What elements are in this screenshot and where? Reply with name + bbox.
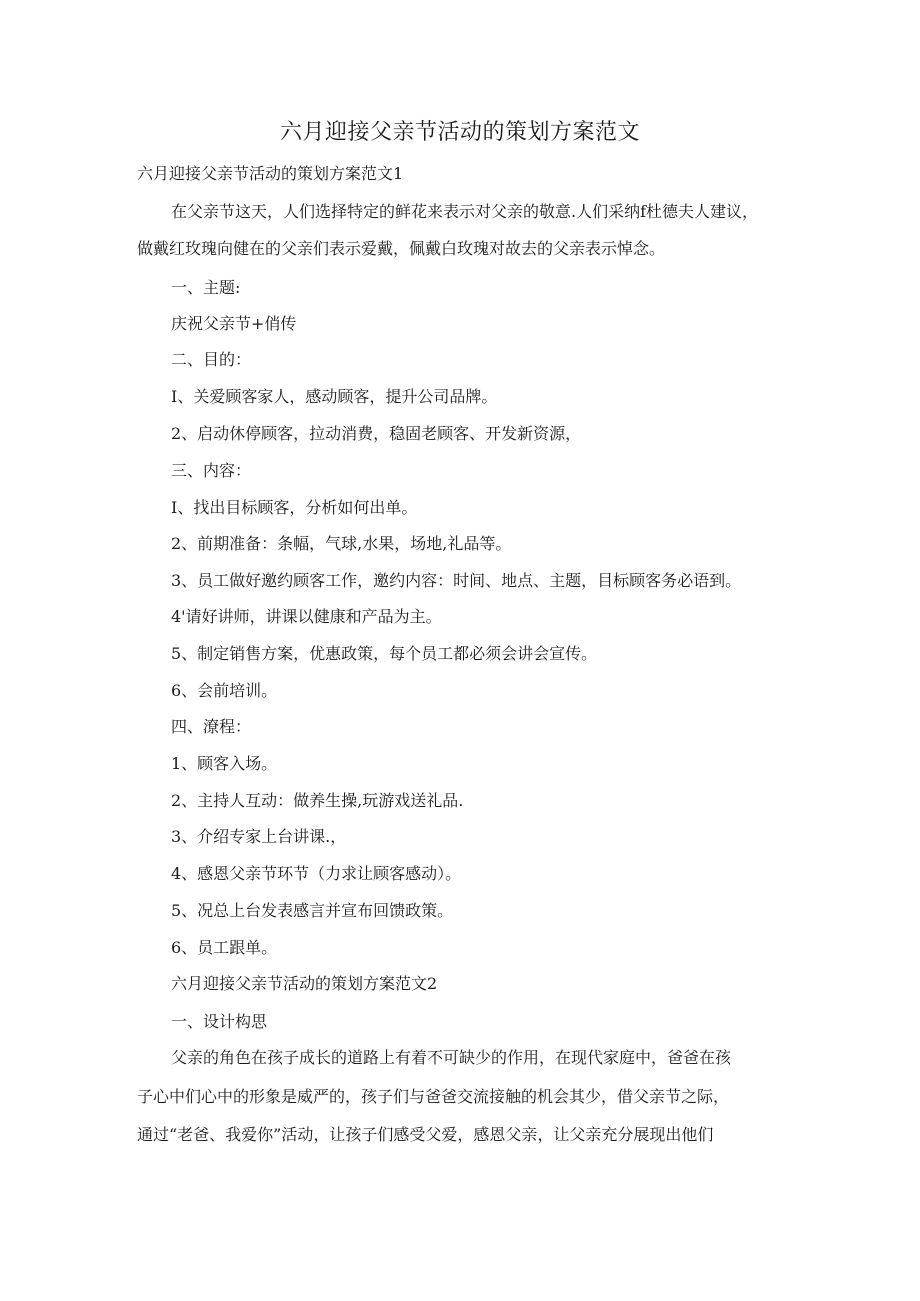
section1-heading: 六月迎接父亲节活动的策划方案范文1: [137, 164, 404, 183]
process-item-2: 2、主持人互动：做养生操,玩游戏送礼品.: [171, 791, 464, 810]
design-line-1: 父亲的角色在孩子成长的道路上有着不可缺少的作用，在现代家庭中，爸爸在孩: [171, 1048, 732, 1067]
content-heading: 三、内容：: [171, 461, 252, 480]
content-item-5: 5、制定销售方案，优惠政策，每个员工都必须会讲会宣传。: [171, 644, 598, 663]
process-item-1: 1、顾客入场。: [171, 754, 278, 773]
process-item-6: 6、员工跟单。: [171, 938, 278, 957]
process-item-4: 4、感恩父亲节环节（力求让顾客感动）。: [171, 864, 462, 883]
document-title: 六月迎接父亲节活动的策划方案范文: [279, 120, 640, 145]
design-line-2: 子心中们心中的形象是威严的，孩子们与爸爸交流接触的机会其少，借父亲节之际，: [137, 1087, 730, 1106]
content-item-1: I、找出目标顾客，分析如何出单。: [171, 498, 418, 517]
process-heading: 四、潦程：: [171, 717, 252, 736]
purpose-item-2: 2、启动休停顾客，拉动消费，稳固老顾客、开发新资源，: [171, 424, 582, 443]
theme-heading: 一、主题:: [171, 278, 241, 297]
process-item-5: 5、况总上台发表感言并宣布回馈政策。: [171, 901, 454, 920]
purpose-heading: 二、目的：: [171, 350, 252, 369]
design-heading: 一、设计构思: [171, 1012, 268, 1031]
process-item-3: 3、介绍专家上台讲课.，: [171, 827, 347, 846]
design-line-3: 通过“老爸、我爱你”活动，让孩子们感受父爱，感恩父亲，让父亲充分展现出他们: [137, 1125, 714, 1144]
purpose-item-1: I、关爱顾客家人，感动顾客，提升公司品牌。: [171, 387, 498, 406]
content-item-6: 6、会前培训。: [171, 681, 278, 700]
content-item-4: 4'请好讲师，讲课以健康和产品为主。: [171, 607, 442, 626]
content-item-3: 3、员工做好邀约顾客工作，邀约内容：时间、地点、主题，目标顾客务必语到。: [171, 571, 742, 590]
content-item-2: 2、前期准备：条幅，气球,水果，场地,礼品等。: [171, 534, 512, 553]
intro-line-1: 在父亲节这天，人们选择特定的鲜花来表示对父亲的敬意.人们采纳f杜德夫人建议，: [171, 202, 759, 221]
theme-text: 庆祝父亲节+俏传: [171, 314, 297, 333]
section2-heading: 六月迎接父亲节活动的策划方案范文2: [171, 974, 438, 993]
intro-line-2: 做戴红玫瑰向健在的父亲们表示爱戴，佩戴白玫瑰对故去的父亲表示悼念。: [137, 239, 666, 258]
